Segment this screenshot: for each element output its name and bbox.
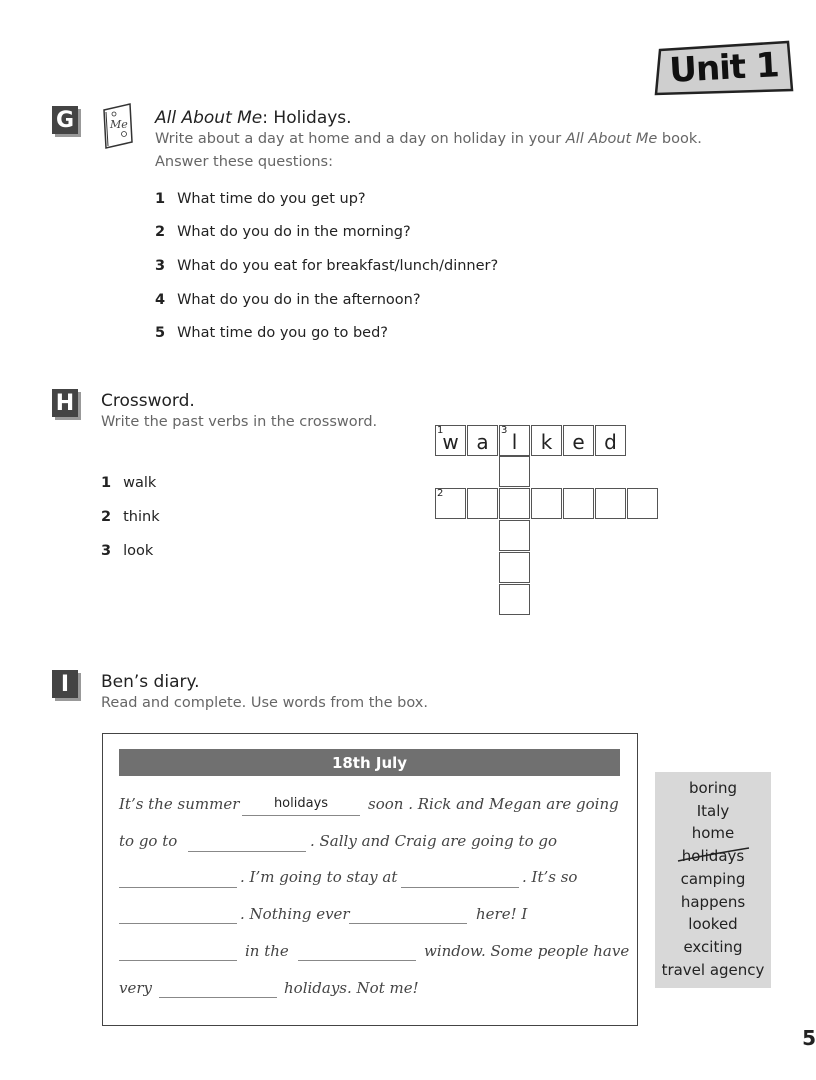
- crossword-letter: w: [442, 429, 459, 454]
- word-box-item: Italy: [696, 802, 730, 820]
- crossword-cell[interactable]: [595, 488, 626, 519]
- crossword-cell[interactable]: [467, 488, 498, 519]
- crossword-letter: d: [604, 429, 617, 454]
- strikethrough-mark-icon: [676, 846, 752, 866]
- diary-date-header: 18th July: [119, 749, 620, 776]
- answer-blank[interactable]: [401, 887, 519, 888]
- section-h-letter: H: [52, 389, 78, 417]
- question-item: 2 What do you do in the morning?: [155, 224, 411, 240]
- crossword-cell[interactable]: [499, 520, 530, 551]
- verb-item: 1 walk: [101, 475, 157, 491]
- page-number: 5: [802, 1026, 816, 1050]
- diary-text: very: [119, 979, 152, 997]
- diary-text: . Sally and Craig are going to go: [310, 832, 558, 850]
- answer-blank[interactable]: [298, 960, 416, 961]
- section-i-letter: I: [52, 670, 78, 698]
- crossword-letter: e: [572, 429, 585, 454]
- word-box-item: exciting: [683, 938, 743, 956]
- verb-item: 2 think: [101, 509, 160, 525]
- book-icon-label: Me: [110, 118, 128, 131]
- answer-blank[interactable]: [242, 815, 360, 816]
- section-h-title: Crossword.: [101, 391, 195, 411]
- diary-text: soon . Rick and Megan are going: [368, 795, 619, 813]
- answer-blank[interactable]: [159, 997, 277, 998]
- crossword-cell[interactable]: [499, 456, 530, 487]
- diary-text: . Nothing ever: [240, 905, 350, 923]
- question-item: 5 What time do you go to bed?: [155, 325, 388, 341]
- section-h-instruction: Write the past verbs in the crossword.: [101, 414, 378, 430]
- answer-blank[interactable]: [119, 887, 237, 888]
- diary-text: here! I: [476, 905, 528, 923]
- clue-number-3: 3: [501, 425, 508, 436]
- clue-number-1: 1: [437, 425, 444, 436]
- answer-blank[interactable]: [188, 851, 306, 852]
- answer-blank[interactable]: [119, 923, 237, 924]
- diary-text: holidays. Not me!: [284, 979, 419, 997]
- word-box-item: boring: [688, 779, 738, 797]
- diary-text: . I’m going to stay at: [240, 868, 398, 886]
- crossword-letter: l: [511, 429, 518, 454]
- word-box-item: looked: [688, 915, 738, 933]
- diary-text: in the: [245, 942, 289, 960]
- word-box-item: camping: [680, 870, 746, 888]
- section-g-title: All About Me: Holidays.: [155, 108, 352, 128]
- example-answer: holidays: [273, 796, 329, 811]
- word-box-item: travel agency: [661, 961, 765, 979]
- question-item: 3 What do you eat for breakfast/lunch/dinner?: [155, 258, 499, 274]
- crossword-cell[interactable]: [499, 488, 530, 519]
- section-g-instruction-1: Write about a day at home and a day on holiday in your All About Me book.: [155, 131, 702, 147]
- diary-text: to go to: [119, 832, 178, 850]
- section-g-letter: G: [52, 106, 78, 134]
- section-i-instruction: Read and complete. Use words from the box.: [101, 695, 428, 711]
- clue-number-2: 2: [437, 488, 444, 499]
- unit-title: Unit 1: [668, 45, 780, 91]
- diary-text: . It’s so: [522, 868, 578, 886]
- question-item: 4 What do you do in the afternoon?: [155, 292, 421, 308]
- crossword-cell[interactable]: [499, 584, 530, 615]
- crossword-cell[interactable]: [531, 488, 562, 519]
- word-box-item-crossed: holidays: [681, 847, 745, 865]
- crossword-cell[interactable]: [499, 552, 530, 583]
- section-i-title: Ben’s diary.: [101, 672, 200, 692]
- answer-blank[interactable]: [349, 923, 467, 924]
- crossword-letter: k: [540, 429, 553, 454]
- verb-item: 3 look: [101, 543, 154, 559]
- crossword-letter: a: [476, 429, 489, 454]
- answer-blank[interactable]: [119, 960, 237, 961]
- word-box-item: happens: [680, 893, 746, 911]
- crossword-cell[interactable]: [627, 488, 658, 519]
- word-box-item: home: [691, 824, 735, 842]
- diary-text: window. Some people have: [424, 942, 630, 960]
- crossword-cell[interactable]: [563, 488, 594, 519]
- section-g-instruction-2: Answer these questions:: [155, 154, 333, 170]
- question-item: 1 What time do you get up?: [155, 191, 366, 207]
- diary-text: It’s the summer: [119, 795, 240, 813]
